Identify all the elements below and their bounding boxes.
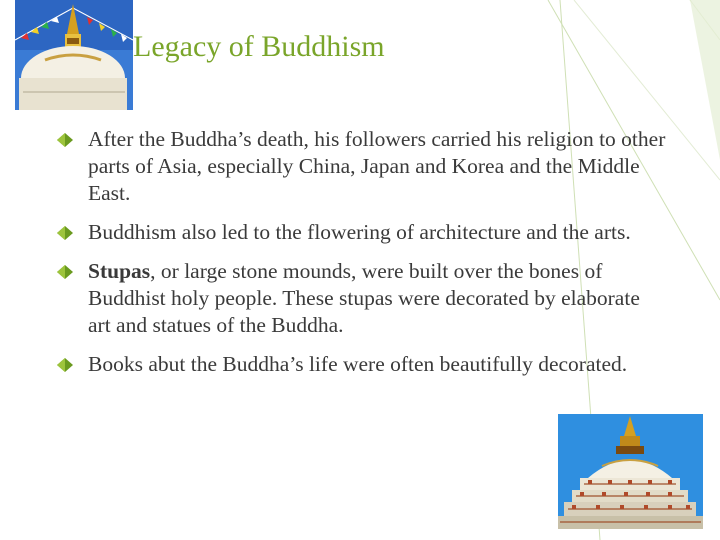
bullet-item (56, 219, 666, 246)
green-triangle-icon (56, 357, 74, 373)
bullet-item (56, 126, 666, 207)
bullet-text: Buddhism also led to the flowering of architecture and the arts. (88, 220, 631, 244)
bullet-text: Books abut the Buddha’s life were often beautifully decorated. (88, 352, 628, 376)
tiered-stupa-temple-image (558, 414, 703, 529)
bullet-item (56, 258, 666, 339)
bullet-item (56, 351, 666, 378)
bullet-text: After the Buddha’s death, his followers carried his religion to other parts of Asia, especially China, Japan and Korea and the Middle East. (88, 127, 666, 205)
bullet-list (56, 126, 666, 390)
green-triangle-icon (56, 225, 74, 241)
green-triangle-icon (56, 264, 74, 280)
bullet-text: , or large stone mounds, were built over the bones of Buddhist holy people. These stupas were decorated by elaborate art and statues of the Buddha. (88, 259, 640, 337)
bullet-lead-term: Stupas (88, 259, 151, 283)
stupa-with-prayer-flags-image (15, 0, 133, 110)
green-triangle-icon (56, 132, 74, 148)
slide-title: Legacy of Buddhism (133, 30, 385, 63)
